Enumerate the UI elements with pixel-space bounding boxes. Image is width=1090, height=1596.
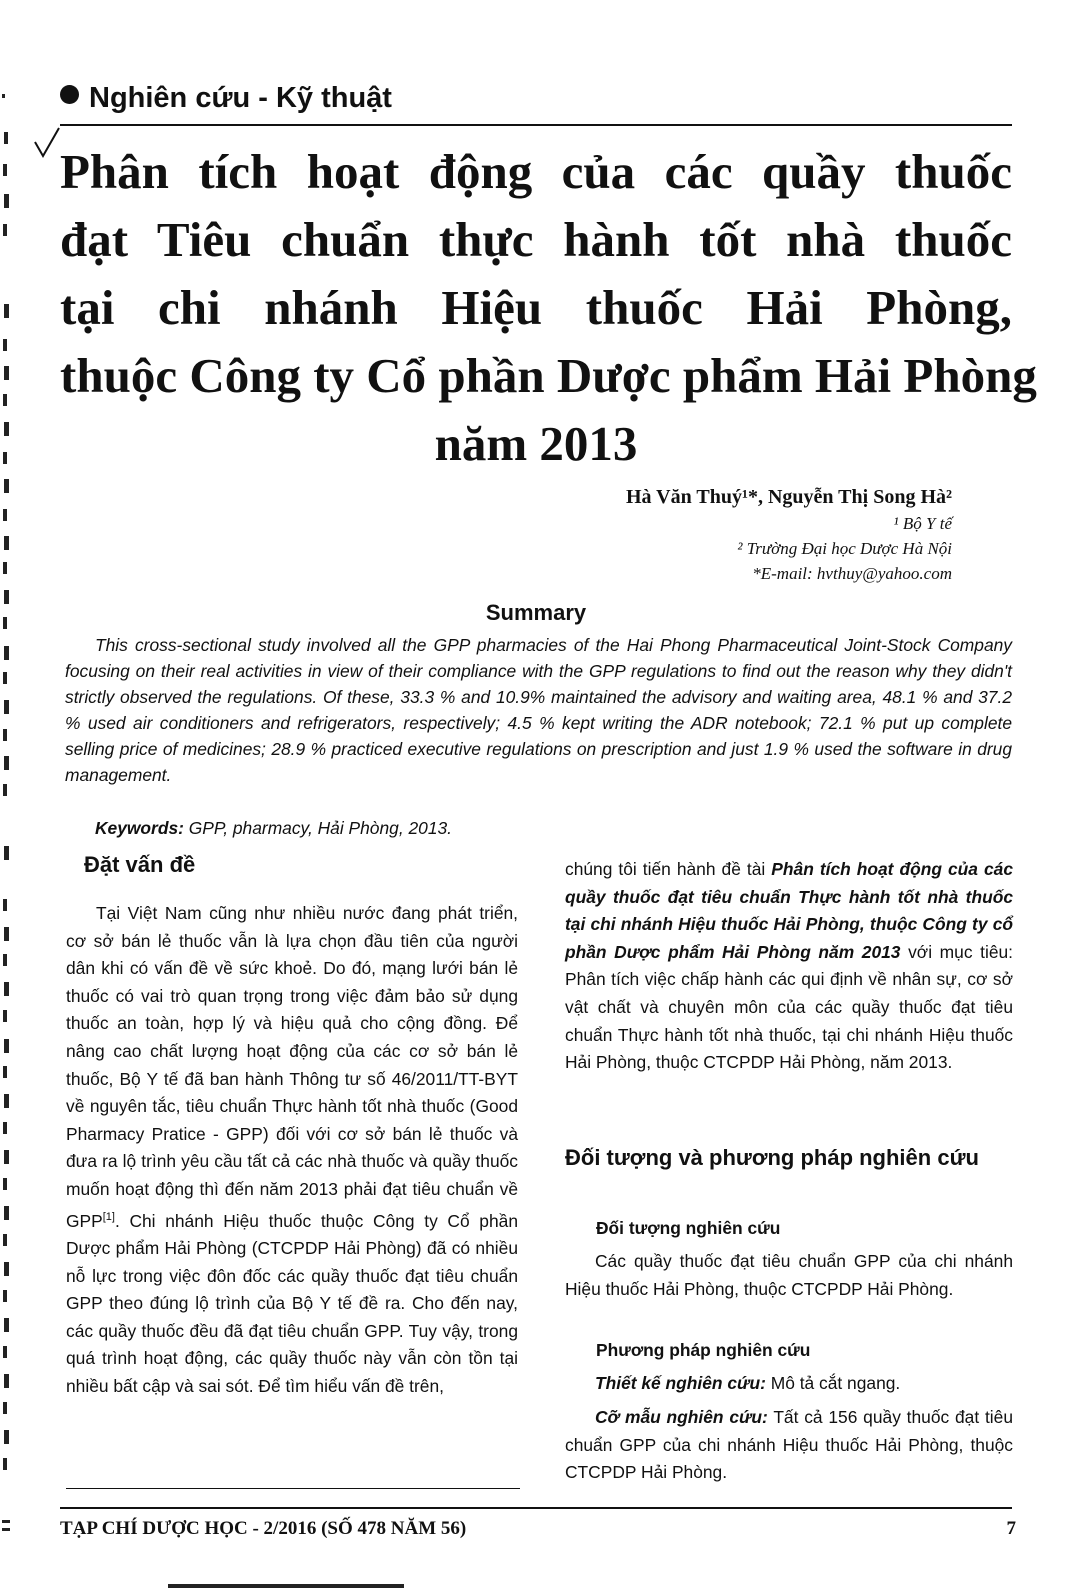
intro-heading: Đặt vấn đề xyxy=(84,852,196,877)
sample-text: Tất cả 156 quầy thuốc đạt tiêu chuẩn GPP của chi nhánh Hiệu thuốc Hải Phòng, thuộc CTCPDP Hải Phòng. xyxy=(565,1407,1013,1483)
method-heading: Phương pháp nghiên cứu xyxy=(596,1340,811,1360)
section-header-text: Nghiên cứu - Kỹ thuật xyxy=(89,82,392,114)
intro-paragraph: Tại Việt Nam cũng như nhiều nước đang phát triển, cơ sở bán lẻ thuốc vẫn là lựa chọn đầu tiên của người dân khi có vấn đề về sức khoẻ. Do đó, mạng lưới bán lẻ thuốc có vai trò quan trọng trong việc đảm bảo sử dụng thuốc an toàn, hợp lý và hiệu quả cho cộng đồng. Để nâng cao chất lượng hoạt động của các cơ sở bán lẻ thuốc, Bộ Y tế đã ban hành Thông tư số 46/2011/TT-BYT về nguyên tắc, tiêu chuẩn Thực hành tốt nhà thuốc (Good Pharmacy Pratice - GPP) đối với cơ sở bán lẻ thuốc và đưa ra lộ trình yêu cầu tất cả các nhà thuốc và quầy thuốc muốn hoạt động thì đến năm 2013 phải đạt tiêu chuẩn về GPP xyxy=(66,903,518,1231)
authors: Hà Văn Thuý¹*, Nguyễn Thị Song Hà² xyxy=(625,486,952,508)
design-line xyxy=(565,1370,1013,1398)
affiliation-2: ² Trường Đại học Dược Hà Nội xyxy=(737,539,952,558)
article-title xyxy=(60,138,1037,478)
intro-text xyxy=(66,900,518,1400)
right-intro-prefix: chúng tôi tiến hành đề tài xyxy=(565,859,772,879)
keywords-value: GPP, pharmacy, Hải Phòng, 2013. xyxy=(183,818,453,838)
design-label: Thiết kế nghiên cứu: xyxy=(595,1373,766,1393)
study-title: Phân tích hoạt động của các quầy thuốc đạt tiêu chuẩn Thực hành tốt nhà thuốc tại chi nhánh Hiệu thuốc Hải Phòng, thuộc Công ty cổ phần Dược phẩm Hải Phòng năm 2013 xyxy=(565,859,1013,962)
title-line: thuộc Công ty Cổ phần Dược phẩm Hải Phòng xyxy=(60,348,1037,403)
author-email: *E-mail: hvthuy@yahoo.com xyxy=(752,564,952,583)
sample-line xyxy=(565,1404,1013,1487)
gutter-artifacts xyxy=(0,84,16,1584)
subject-heading: Đối tượng nghiên cứu xyxy=(596,1218,781,1238)
page-number: 7 xyxy=(1006,1518,1016,1539)
bullet-icon xyxy=(60,85,79,104)
right-intro xyxy=(565,856,1013,1077)
keywords-label: Keywords: xyxy=(95,818,184,838)
journal-footer: TẠP CHÍ DƯỢC HỌC - 2/2016 (SỐ 478 NĂM 56) xyxy=(60,1518,467,1539)
title-line: Phân tích hoạt động của các quầy thuốc xyxy=(60,144,1012,199)
methods-heading: Đối tượng và phương pháp nghiên cứu xyxy=(565,1145,979,1170)
checkmark-icon xyxy=(33,126,61,160)
right-intro-suffix: với mục tiêu: Phân tích việc chấp hành các qui định về nhân sự, cơ sở vật chất và chuyên môn của các quầy thuốc đạt tiêu chuẩn Thực hành tốt nhà thuốc, tại chi nhánh Hiệu thuốc Hải Phòng, thuộc CTCPDP Hải Phòng, năm 2013. xyxy=(565,941,1013,1073)
sample-label: Cỡ mẫu nghiên cứu: xyxy=(595,1407,768,1427)
affiliation-1: ¹ Bộ Y tế xyxy=(893,514,952,533)
title-line: năm 2013 xyxy=(434,416,638,471)
section-header xyxy=(60,82,392,115)
reference-marker: [1] xyxy=(102,1210,115,1223)
summary-text: This cross-sectional study involved all the GPP pharmacies of the Hai Phong Pharmaceutical Joint-Stock Company focusing on their real activities in view of their compliance with the GPP regulations to find out the reason why they didn't strictly observed the regulations. Of these, 33.3 % and 10.9% maintained the advisory and waiting area, 48.1 % and 37.2 % used air conditioners and refrigerators, respectively; 4.5 % kept writing the ADR notebook; 72.1 % put up complete selling price of medicines; 28.9 % practiced executive regulations on prescription and just 1.9 % used the software in drug management. xyxy=(65,635,1012,785)
header-divider xyxy=(60,124,1012,126)
summary-heading: Summary xyxy=(485,600,587,625)
title-line: tại chi nhánh Hiệu thuốc Hải Phòng, xyxy=(60,280,1012,335)
footer-divider xyxy=(60,1507,1012,1509)
design-text: Mô tả cắt ngang. xyxy=(765,1373,901,1393)
scan-artifact-bar xyxy=(168,1584,404,1588)
subject-text: Các quầy thuốc đạt tiêu chuẩn GPP của chi nhánh Hiệu thuốc Hải Phòng, thuộc CTCPDP Hải Phòng. xyxy=(565,1251,1013,1299)
intro-paragraph-cont: . Chi nhánh Hiệu thuốc thuộc Công ty Cổ phần Dược phẩm Hải Phòng (CTCPDP Hải Phòng) đã có nhiều nỗ lực trong việc đôn đốc các quầy thuốc đạt tiêu chuẩn GPP theo đúng lộ trình của Bộ Y tế đề ra. Cho đến nay, các quầy thuốc đều đã đạt tiêu chuẩn GPP. Tuy vậy, trong quá trình hoạt động, các quầy thuốc này vẫn còn tồn tại nhiều bất cập và sai sót. Để tìm hiểu vấn đề trên, xyxy=(66,1210,518,1396)
title-line: đạt Tiêu chuẩn thực hành tốt nhà thuốc xyxy=(60,212,1012,267)
column-divider xyxy=(66,1488,520,1489)
keywords xyxy=(95,818,452,839)
